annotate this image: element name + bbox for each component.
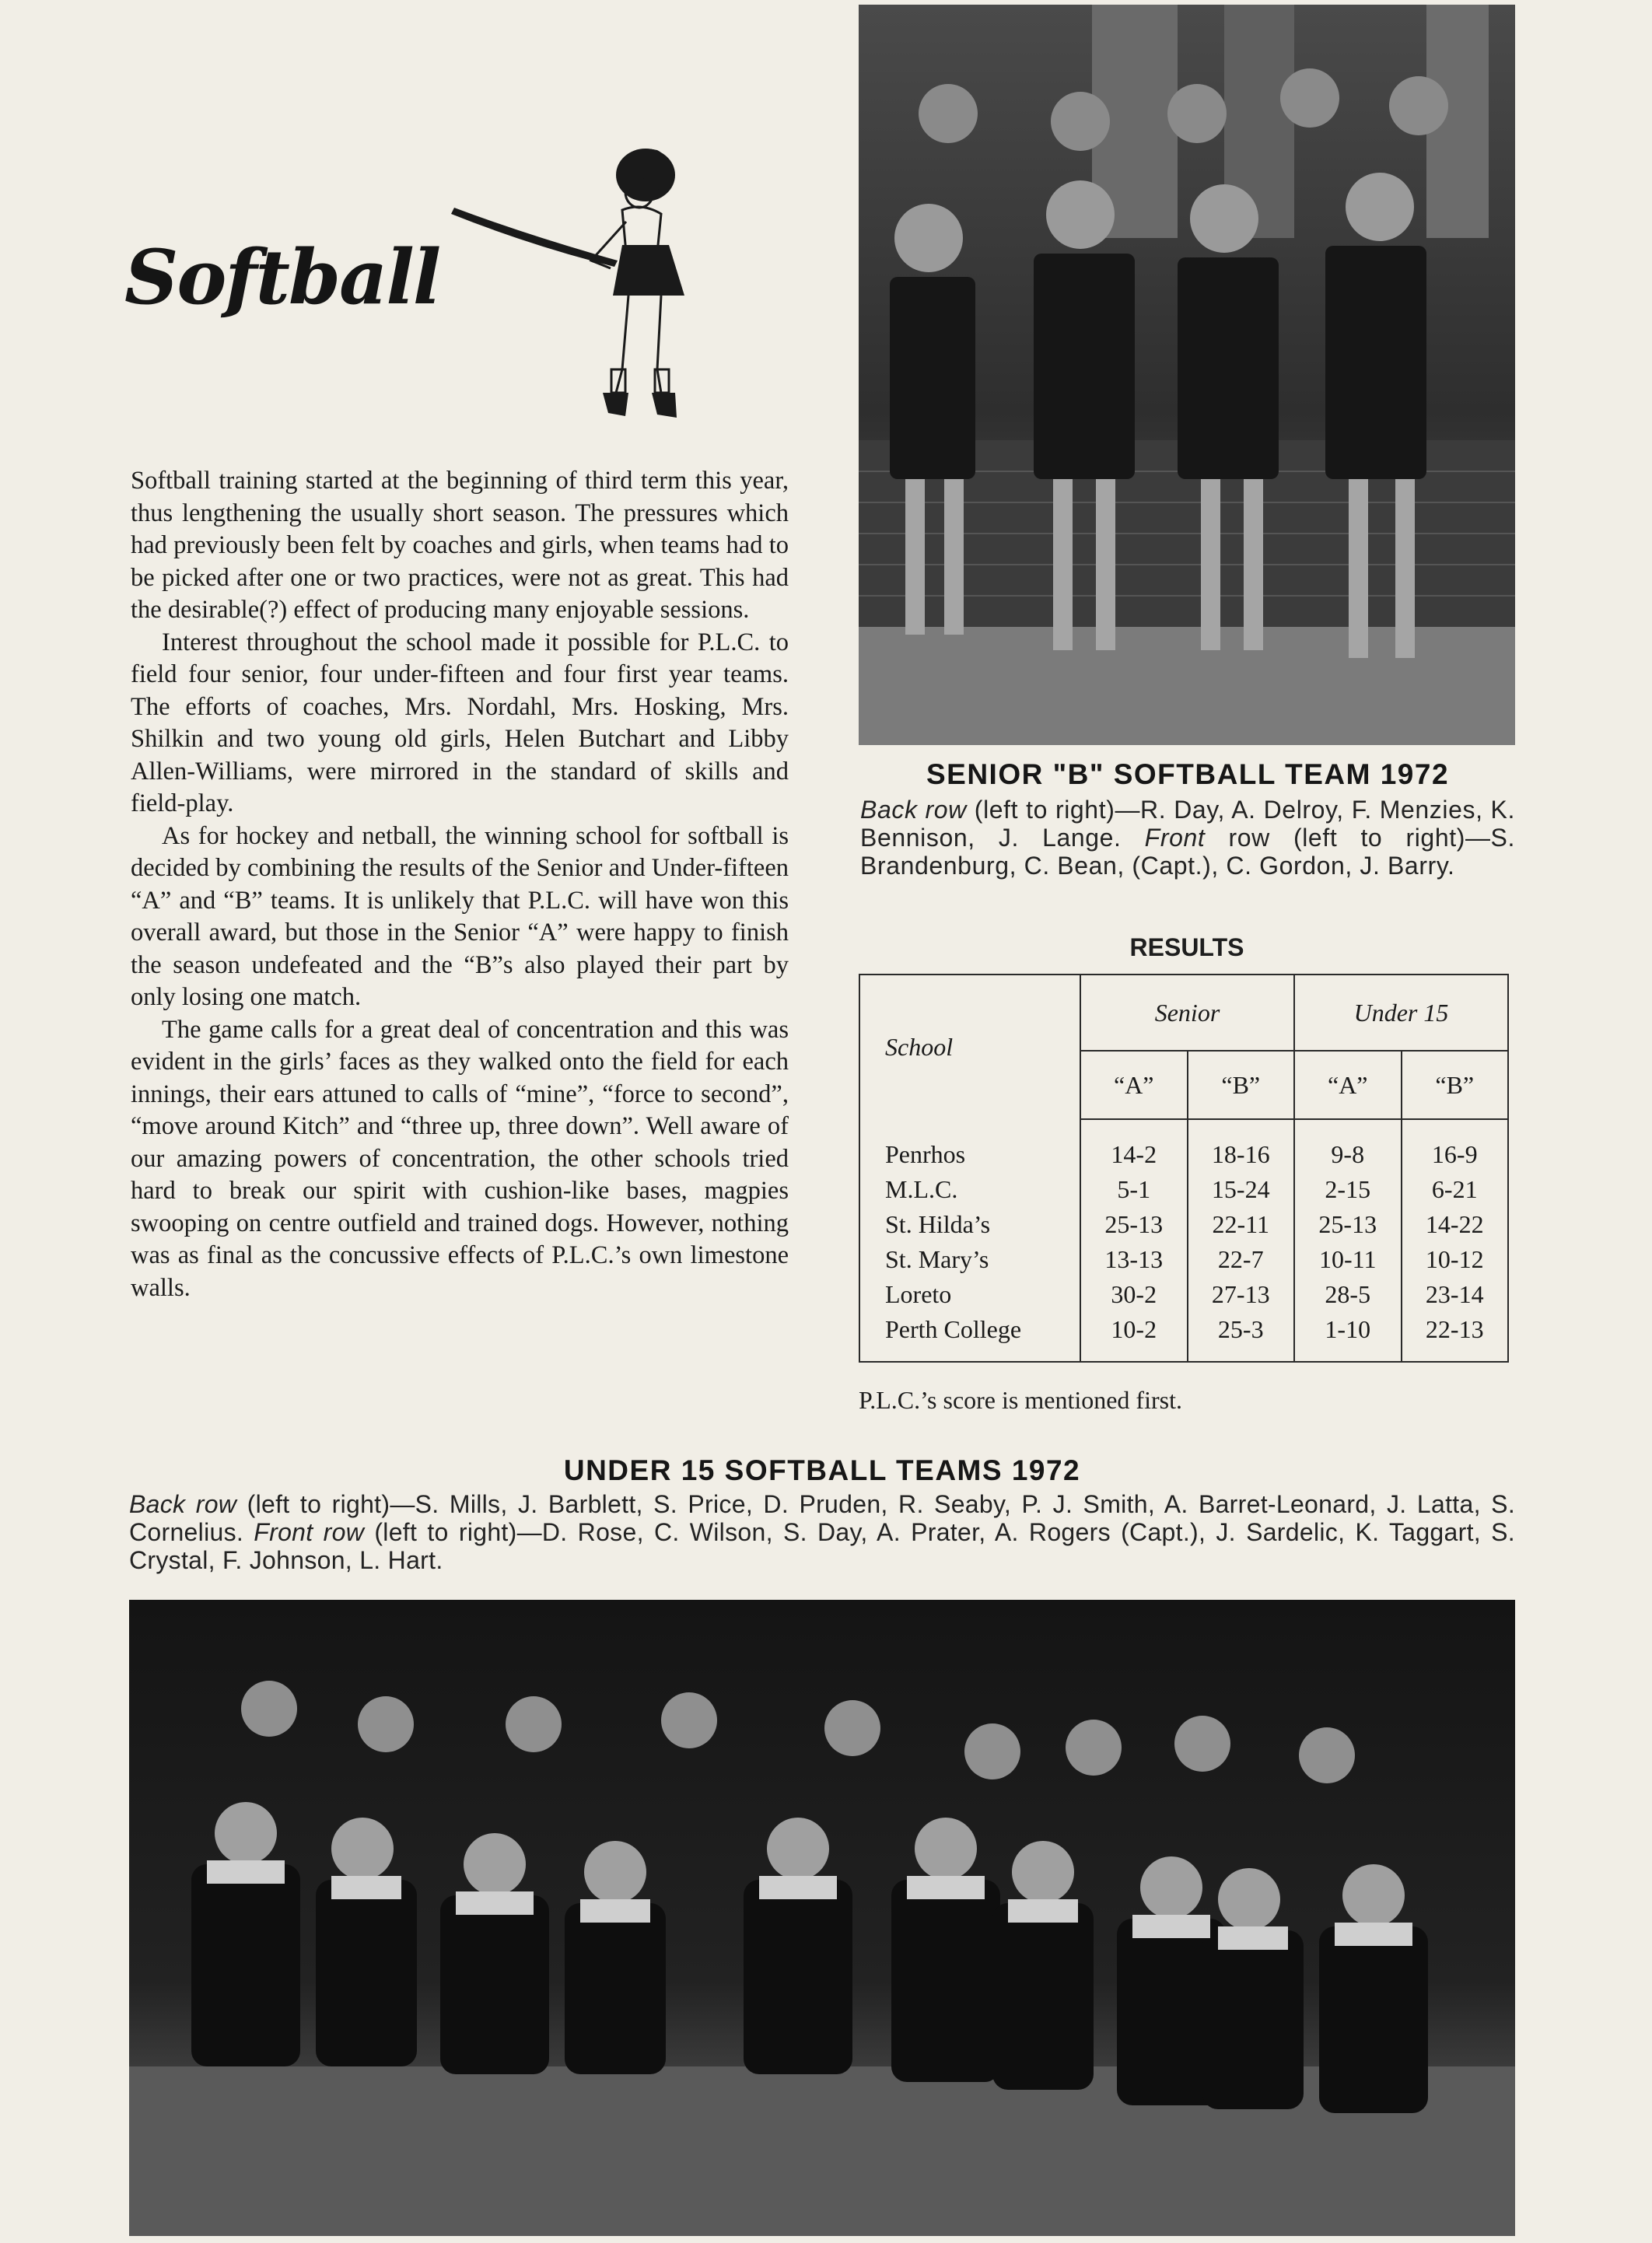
table-row	[859, 1277, 1508, 1312]
front-row-names: (left to right)—D. Rose, C. Wilson, S. Day, A. Prater, A. Rogers (Capt.), J. Sardelic, K. Taggart, S. Crystal, F. Johnson, L. Hart.	[129, 1518, 1515, 1574]
back-row-label: Back row	[860, 796, 967, 824]
table-row	[859, 1119, 1508, 1172]
school-name: M.L.C.	[859, 1172, 1080, 1207]
score-cell: 30-2	[1080, 1277, 1188, 1312]
school-name: St. Mary’s	[859, 1242, 1080, 1277]
senior-caption-names	[860, 796, 1515, 880]
senior-b-header: “B”	[1188, 1051, 1295, 1119]
article-paragraph-4: The game calls for a great deal of concentration and this was evident in the girls’ faces as they walked onto the field for each innings, their ears attuned to calls of “mine”, “force to second”, “move around Kitch” and “three up, three down”. Well aware of our amazing powers of concentration, the other schools tried hard to break our spirit with cushion-like bases, magpies swooping on centre outfield and trained dogs. However, nothing was as final as the concussive effects of P.L.C.’s own limestone walls.	[131, 1015, 789, 1302]
back-row-names: (left to right)—R. Day, A. Delroy, F. Menzies, K. Bennison, J. Lange.	[860, 796, 1515, 852]
front-row-label: Front row	[254, 1518, 365, 1546]
under15-caption-title: UNDER 15 SOFTBALL TEAMS 1972	[563, 1454, 1081, 1486]
front-row-label: Front	[1144, 824, 1206, 852]
score-cell: 22-13	[1425, 1315, 1484, 1343]
score-cell: 25-13	[1294, 1207, 1402, 1242]
results-heading: RESULTS	[1129, 933, 1244, 961]
school-name: St. Hilda’s	[859, 1207, 1080, 1242]
score-cell: 23-14	[1425, 1280, 1484, 1308]
score-cell: 25-13	[1080, 1207, 1188, 1242]
under15-caption-names	[129, 1490, 1515, 1574]
front-row-names: row (left to right)—S. Brandenburg, C. Bean, (Capt.), C. Gordon, J. Barry.	[860, 824, 1515, 880]
senior-a-header: “A”	[1080, 1051, 1188, 1119]
score-cell: 18-16	[1188, 1119, 1295, 1172]
article-paragraph-3: As for hockey and netball, the winning school for softball is decided by combining the results of the Senior and Under-fifteen “A” and “B” teams. It is unlikely that P.L.C. will have won this overall award, but those in the Senior “A” were happy to finish the season undefeated and the “B”s also played their part by only losing one match.	[131, 821, 789, 1011]
under15-a-header: “A”	[1294, 1051, 1402, 1119]
table-row	[859, 1207, 1508, 1242]
score-cell: 16-9	[1431, 1140, 1478, 1168]
back-row-names: (left to right)—S. Mills, J. Barblett, S. Price, D. Pruden, R. Seaby, P. J. Smith, A. Barret-Leonard, J. Latta, S. Cornelius.	[129, 1490, 1516, 1546]
score-cell: 10-11	[1294, 1242, 1402, 1277]
table-row	[859, 1312, 1508, 1362]
page-title: Softball	[124, 233, 440, 321]
senior-team-caption	[860, 758, 1515, 880]
score-cell: 5-1	[1080, 1172, 1188, 1207]
table-row	[859, 1172, 1508, 1207]
score-cell: 13-13	[1080, 1242, 1188, 1277]
score-cell: 22-7	[1188, 1242, 1295, 1277]
score-cell: 14-22	[1425, 1210, 1484, 1238]
score-cell: 14-2	[1080, 1119, 1188, 1172]
senior-caption-title: SENIOR "B" SOFTBALL TEAM 1972	[926, 758, 1450, 790]
score-cell: 9-8	[1294, 1119, 1402, 1172]
score-cell: 2-15	[1294, 1172, 1402, 1207]
score-cell: 1-10	[1294, 1312, 1402, 1362]
score-cell: 28-5	[1294, 1277, 1402, 1312]
under15-team-photo	[129, 1600, 1515, 2236]
article-paragraph-2: Interest throughout the school made it possible for P.L.C. to field four senior, four under-fifteen and four first year teams. The efforts of coaches, Mrs. Nordahl, Mrs. Hosking, Mrs. Shilkin and two young old girls, Helen Butchart and Libby Allen-Williams, were mirrored in the standard of skills and field-play.	[131, 628, 789, 817]
score-cell: 22-11	[1188, 1207, 1295, 1242]
senior-group-header: Senior	[1080, 975, 1294, 1051]
article-paragraph-1: Softball training started at the beginning of third term this year, thus lengthening the usually short season. The pressures which had previously been felt by coaches and girls, when teams had to be picked after one or two practices, were not as great. This had the desirable(?) effect of producing many enjoyable sessions.	[131, 467, 789, 624]
results-table	[859, 974, 1509, 1363]
under15-team-caption	[129, 1454, 1515, 1574]
under15-b-header: “B”	[1402, 1051, 1509, 1119]
school-name: Penrhos	[859, 1119, 1080, 1172]
school-name: Perth College	[859, 1312, 1080, 1362]
results-footnote: P.L.C.’s score is mentioned first.	[859, 1386, 1182, 1414]
senior-team-photo	[859, 5, 1515, 745]
under15-group-header: Under 15	[1294, 975, 1508, 1051]
school-column-header: School	[859, 975, 1080, 1119]
article-body	[131, 465, 789, 1304]
softball-batter-illustration	[436, 136, 692, 447]
score-cell: 25-3	[1188, 1312, 1295, 1362]
score-cell: 6-21	[1431, 1175, 1478, 1203]
school-name: Loreto	[859, 1277, 1080, 1312]
back-row-label: Back row	[129, 1490, 237, 1518]
score-cell: 10-12	[1425, 1245, 1484, 1273]
table-row	[859, 1242, 1508, 1277]
score-cell: 15-24	[1188, 1172, 1295, 1207]
score-cell: 10-2	[1080, 1312, 1188, 1362]
score-cell: 27-13	[1188, 1277, 1295, 1312]
